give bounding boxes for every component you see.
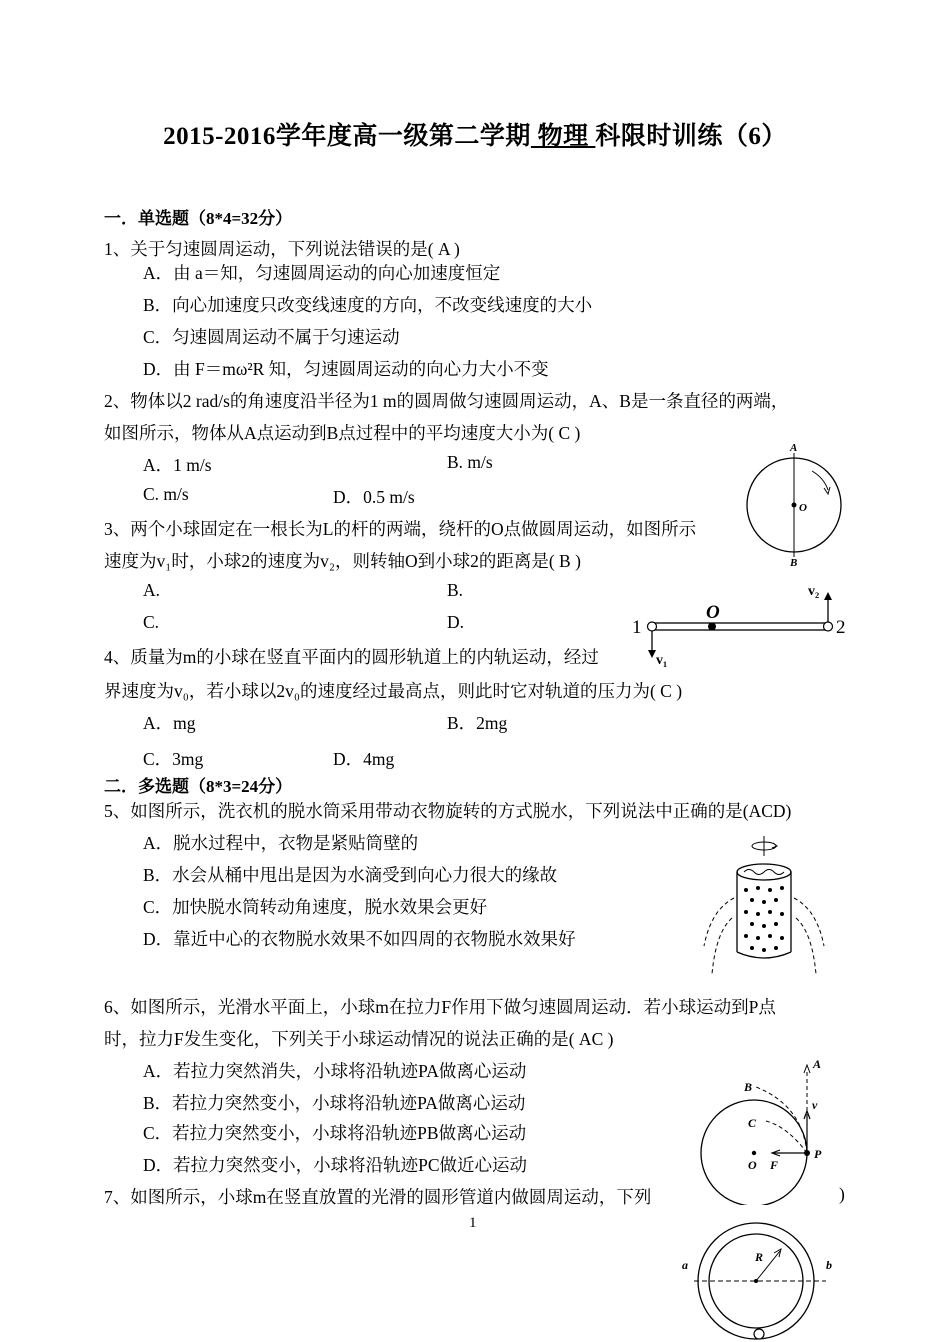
q1-stem: 1、关于匀速圆周运动，下列说法错误的是( A )	[104, 239, 460, 259]
q2-label-b: B	[790, 557, 798, 568]
q1-option-d: D．由 F＝mω²R 知，匀速圆周运动的向心力大小不变	[143, 359, 549, 379]
q2-option-c: C. m/s	[143, 484, 189, 504]
q3-label-v1: v₁	[656, 653, 668, 668]
q2-circle-figure	[742, 438, 852, 568]
q3-label-2: 2	[836, 617, 846, 638]
q4-option-a: A．mg	[143, 713, 196, 733]
q5-option-b: B．水会从桶中甩出是因为水滴受到向心力很大的缘故	[143, 865, 558, 885]
q4-option-b: B．2mg	[447, 713, 508, 733]
q6-option-c: C．若拉力突然变小，小球将沿轨迹PB做离心运动	[143, 1123, 527, 1143]
q4-stem-line2: 界速度为v₀，若小球以2v₀的速度经过最高点，则此时它对轨道的压力为( C )	[104, 681, 683, 701]
q5-option-a: A．脱水过程中，衣物是紧贴筒壁的	[143, 833, 419, 853]
q4-option-c: C．3mg	[143, 749, 204, 769]
q3-option-b: B.	[447, 580, 464, 600]
q6-label-c: C	[748, 1116, 757, 1130]
q6-label-f: F	[770, 1158, 779, 1172]
q7-stem-tail: )	[839, 1184, 845, 1204]
q2-stem-line2: 如图所示，物体从A点运动到B点过程中的平均速度大小为( C )	[104, 423, 581, 443]
q5-stem: 5、如图所示，洗衣机的脱水筒采用带动衣物旋转的方式脱水，下列说法中正确的是(ACD)	[104, 801, 792, 821]
q4-option-d: D．4mg	[333, 749, 395, 769]
q3-label-1: 1	[632, 617, 642, 638]
q7-label-b: b	[826, 1258, 832, 1272]
page-title: 2015-2016学年度高一级第二学期 物理 科限时训练（6）	[163, 123, 787, 150]
q6-option-b: B．若拉力突然变小，小球将沿轨迹PA做离心运动	[143, 1093, 526, 1113]
q6-option-a: A．若拉力突然消失，小球将沿轨迹PA做离心运动	[143, 1061, 527, 1081]
q3-label-v2: v₂	[808, 584, 820, 599]
q6-label-o: O	[748, 1158, 757, 1172]
q2-label-a: A	[790, 442, 798, 454]
q7-label-r: R	[755, 1250, 764, 1264]
q3-label-o: O	[706, 602, 720, 623]
q3-option-a: A.	[143, 580, 161, 600]
page-number: 1	[469, 1215, 477, 1231]
q3-option-d: D.	[447, 612, 465, 632]
q1-option-a: A．由 a＝知，匀速圆周运动的向心加速度恒定	[143, 263, 501, 283]
q6-label-p: P	[814, 1147, 822, 1161]
q6-label-v: v	[812, 1098, 818, 1112]
q2-option-b: B. m/s	[447, 452, 493, 472]
q6-option-d: D．若拉力突然变小，小球将沿轨迹PC做近心运动	[143, 1155, 528, 1175]
q3-stem-line1: 3、两个小球固定在一根长为L的杆的两端，绕杆的O点做圆周运动，如图所示	[104, 519, 697, 539]
q3-stem-line2: 速度为v₁时，小球2的速度为v₂，则转轴O到小球2的距离是( B )	[104, 551, 581, 571]
q2-stem-line1: 2、物体以2 rad/s的角速度沿半径为1 m的圆周做匀速圆周运动，A、B是一条直径的两端，	[104, 391, 789, 411]
q7-tube-figure	[676, 1217, 840, 1342]
q3-rod-figure	[628, 578, 856, 670]
subject-blank: 物理	[530, 123, 596, 150]
section-multi-choice: 二．多选题（8*3=24分）	[104, 777, 293, 796]
q6-label-b: B	[744, 1080, 753, 1094]
q2-label-o: O	[799, 502, 807, 514]
q7-stem: 7、如图所示，小球m在竖直放置的光滑的圆形管道内做圆周运动，下列	[104, 1187, 652, 1207]
q6-circle-figure	[698, 1055, 838, 1205]
q2-option-a: A．1 m/s	[143, 455, 212, 475]
q6-stem-line1: 6、如图所示，光滑水平面上，小球m在拉力F作用下做匀速圆周运动．若小球运动到P点	[104, 997, 776, 1017]
q1-option-b: B．向心加速度只改变线速度的方向，不改变线速度的大小	[143, 295, 593, 315]
q6-stem-line2: 时，拉力F发生变化，下列关于小球运动情况的说法正确的是( AC )	[104, 1029, 614, 1049]
q6-label-a: A	[813, 1057, 822, 1071]
q4-stem-line1: 4、质量为m的小球在竖直平面内的圆形轨道上的内轨运动，经过	[104, 647, 599, 667]
q3-option-c: C.	[143, 612, 160, 632]
q5-drum-figure	[696, 834, 834, 980]
section-single-choice: 一．单选题（8*4=32分）	[104, 209, 293, 228]
q2-option-d: D．0.5 m/s	[333, 487, 415, 507]
q5-option-d: D．靠近中心的衣物脱水效果不如四周的衣物脱水效果好	[143, 929, 576, 949]
q5-option-c: C．加快脱水筒转动角速度，脱水效果会更好	[143, 897, 488, 917]
q1-option-c: C．匀速圆周运动不属于匀速运动	[143, 327, 400, 347]
q7-label-a: a	[682, 1258, 688, 1272]
